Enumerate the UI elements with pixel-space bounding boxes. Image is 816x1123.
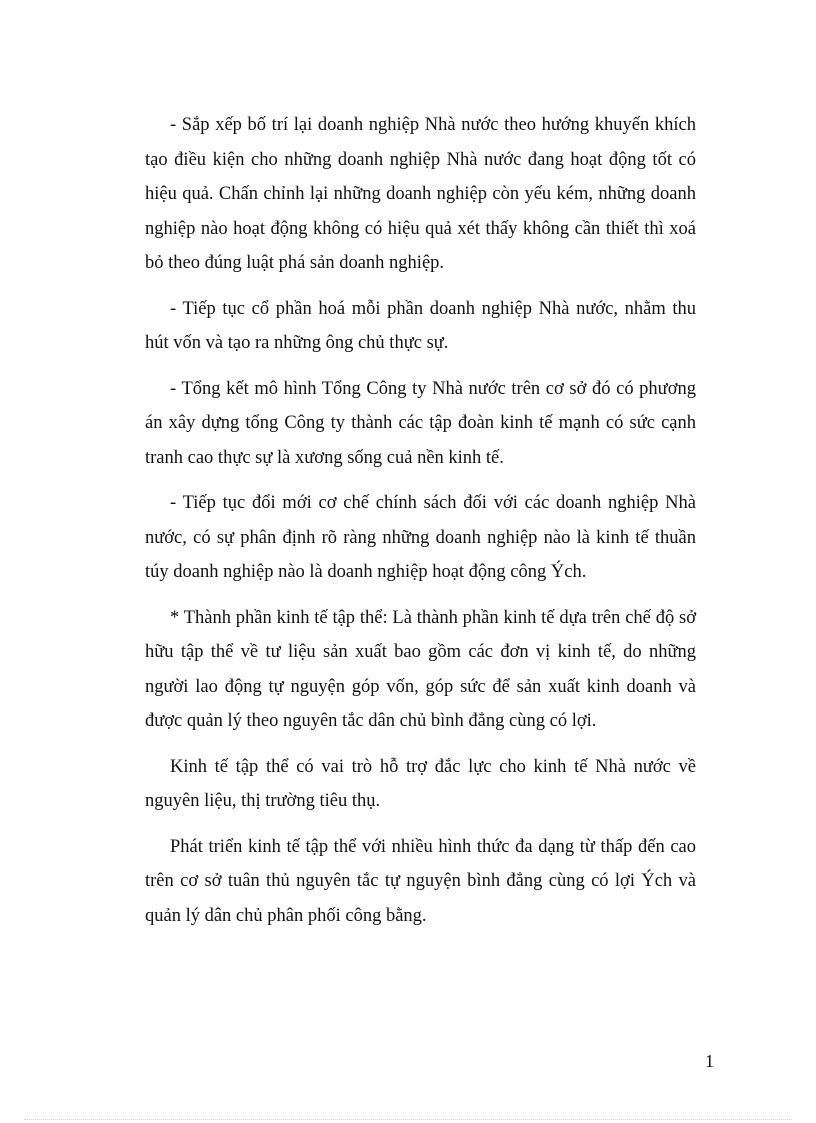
- paragraph-collective-economy-development: Phát triển kinh tế tập thể với nhiều hình thức đa dạng từ thấp đến cao trên cơ sở tuân thủ nguyên tắc tự nguyện bình đẳng cùng có lợi Ých và quản lý dân chủ phân phối công bằng.: [145, 836, 696, 926]
- page-bottom-divider: [24, 1119, 792, 1120]
- paragraph-collective-economy-role: Kinh tế tập thể có vai trò hỗ trợ đắc lực cho kinh tế Nhà nước về nguyên liệu, thị trường tiêu thụ.: [145, 756, 696, 811]
- document-body: [145, 108, 696, 944]
- paragraph-collective-economy-definition: * Thành phần kinh tế tập thể: Là thành phần kinh tế dựa trên chế độ sở hữu tập thể về tư liệu sản xuất bao gồm các đơn vị kinh tế, do những người lao động tự nguyện góp vốn, góp sức để sản xuất kinh doanh và được quản lý theo nguyên tắc dân chủ bình đẳng cùng có lợi.: [145, 607, 696, 731]
- paragraph-restructure-state-enterprises: - Sắp xếp bố trí lại doanh nghiệp Nhà nước theo hướng khuyến khích tạo điều kiện cho những doanh nghiệp Nhà nước đang hoạt động tốt có hiệu quả. Chấn chỉnh lại những doanh nghiệp còn yếu kém, những doanh nghiệp nào hoạt động không có hiệu quả xét thấy không cần thiết thì xoá bỏ theo đúng luật phá sản doanh nghiệp.: [145, 115, 696, 273]
- paragraph-equitization: - Tiếp tục cổ phần hoá mỗi phần doanh nghiệp Nhà nước, nhằm thu hút vốn và tạo ra những ông chủ thực sự.: [145, 298, 696, 353]
- paragraph-state-corporations: - Tổng kết mô hình Tổng Công ty Nhà nước trên cơ sở đó có phương án xây dựng tổng Công ty thành các tập đoàn kinh tế mạnh có sức cạnh tranh cao thực sự là xương sống cuả nền kinh tế.: [145, 378, 696, 468]
- paragraph-policy-renewal: - Tiếp tục đổi mới cơ chế chính sách đối với các doanh nghiệp Nhà nước, có sự phân định rõ ràng những doanh nghiệp nào là kinh tế thuần túy doanh nghiệp nào là doanh nghiệp hoạt động công Ých.: [145, 493, 696, 582]
- page-number: 1: [705, 1051, 714, 1071]
